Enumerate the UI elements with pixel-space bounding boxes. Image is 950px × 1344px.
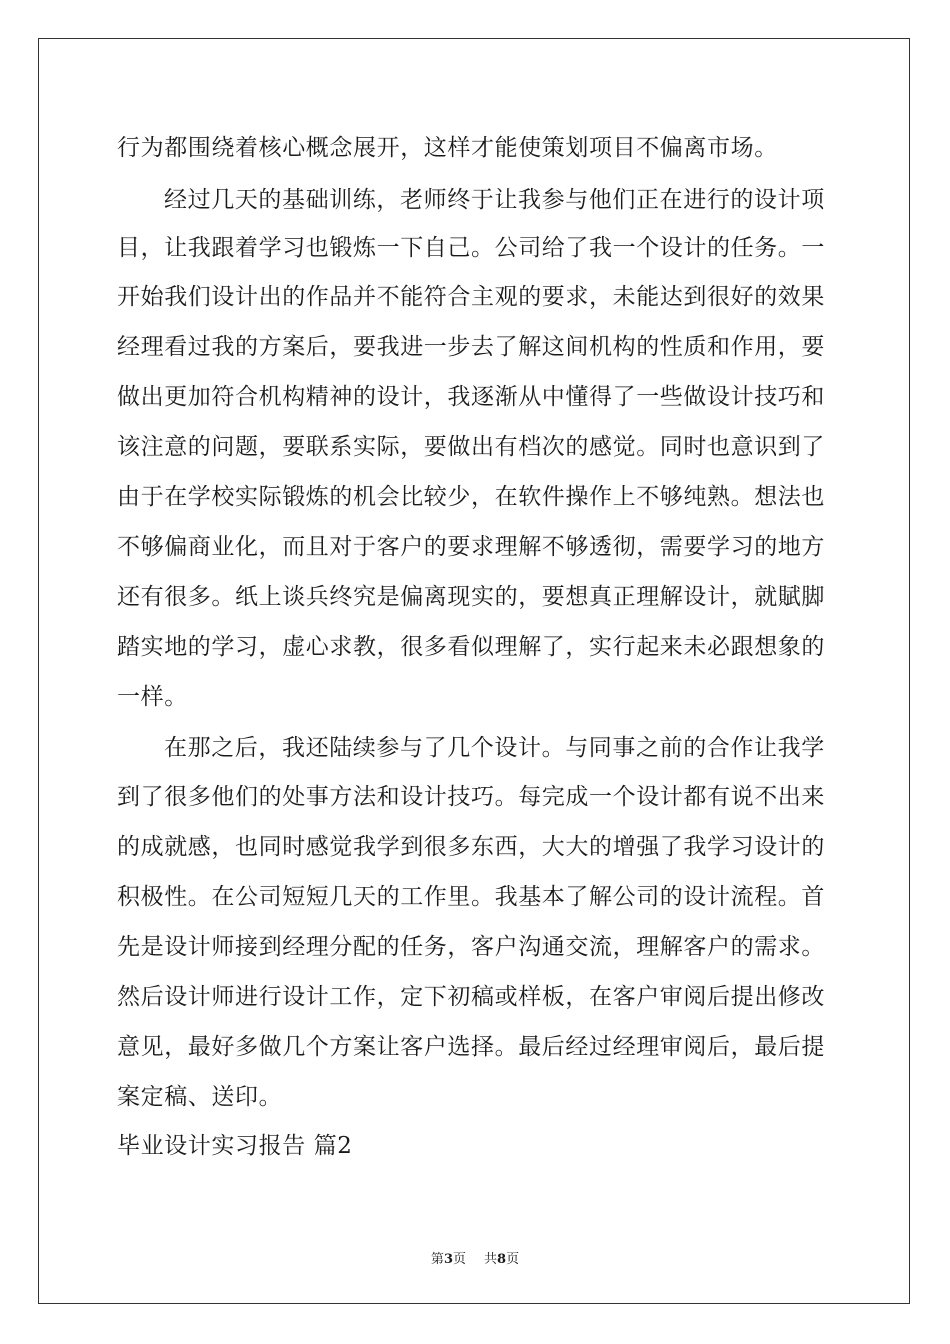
- page-suffix: 页: [452, 1252, 466, 1267]
- text-line: 意见，最好多做几个方案让客户选择。最后经过经理审阅后，最后提: [117, 1034, 825, 1060]
- total-prefix: 共: [484, 1252, 498, 1267]
- text-line: 还有很多。纸上谈兵终究是偏离现实的，要想真正理解设计，就賦脚: [117, 584, 825, 610]
- page-prefix: 第: [430, 1252, 444, 1267]
- total-pages: 8: [497, 1252, 507, 1267]
- text-line: 做出更加符合机构精神的设计，我逐渐从中懂得了一些做设计技巧和: [117, 384, 825, 410]
- text-line: 目，让我跟着学习也锻炼一下自己。公司给了我一个设计的任务。一: [117, 235, 825, 261]
- page-border: [38, 38, 910, 1304]
- page-footer: [0, 1252, 950, 1268]
- text-line: 不够偏商业化，而且对于客户的要求理解不够透彻，需要学习的地方: [117, 534, 825, 560]
- text-line: 该注意的问题，要联系实际，要做出有档次的感觉。同时也意识到了: [117, 434, 825, 460]
- text-line: 经理看过我的方案后，要我进一步去了解这间机构的性质和作用，要: [117, 334, 825, 360]
- text-line: 由于在学校实际锻炼的机会比较少，在软件操作上不够纯熟。想法也: [117, 484, 825, 510]
- text-line: 积极性。在公司短短几天的工作里。我基本了解公司的设计流程。首: [117, 884, 825, 910]
- text-line: 到了很多他们的处事方法和设计技巧。每完成一个设计都有说不出来: [117, 784, 825, 810]
- section-heading: 毕业设计实习报告 篇2: [117, 1133, 353, 1159]
- text-line: 先是设计师接到经理分配的任务，客户沟通交流，理解客户的需求。: [117, 934, 825, 960]
- text-line: 踏实地的学习，虚心求教，很多看似理解了，实行起来未必跟想象的: [117, 634, 825, 660]
- text-line: 然后设计师进行设计工作，定下初稿或样板，在客户审阅后提出修改: [117, 984, 825, 1010]
- text-line: 的成就感，也同时感觉我学到很多东西，大大的增强了我学习设计的: [117, 834, 825, 860]
- text-line: 开始我们设计出的作品并不能符合主观的要求，未能达到很好的效果: [117, 284, 825, 310]
- text-line: 经过几天的基础训练，老师终于让我参与他们正在进行的设计项: [164, 187, 825, 213]
- page-number: 3: [443, 1252, 453, 1267]
- text-line: 一样。: [117, 684, 188, 710]
- total-suffix: 页: [506, 1252, 520, 1267]
- text-line: 行为都围绕着核心概念展开，这样才能使策划项目不偏离市场。: [117, 135, 778, 161]
- text-line: 在那之后，我还陆续参与了几个设计。与同事之前的合作让我学: [164, 735, 825, 761]
- text-line: 案定稿、送印。: [117, 1084, 283, 1110]
